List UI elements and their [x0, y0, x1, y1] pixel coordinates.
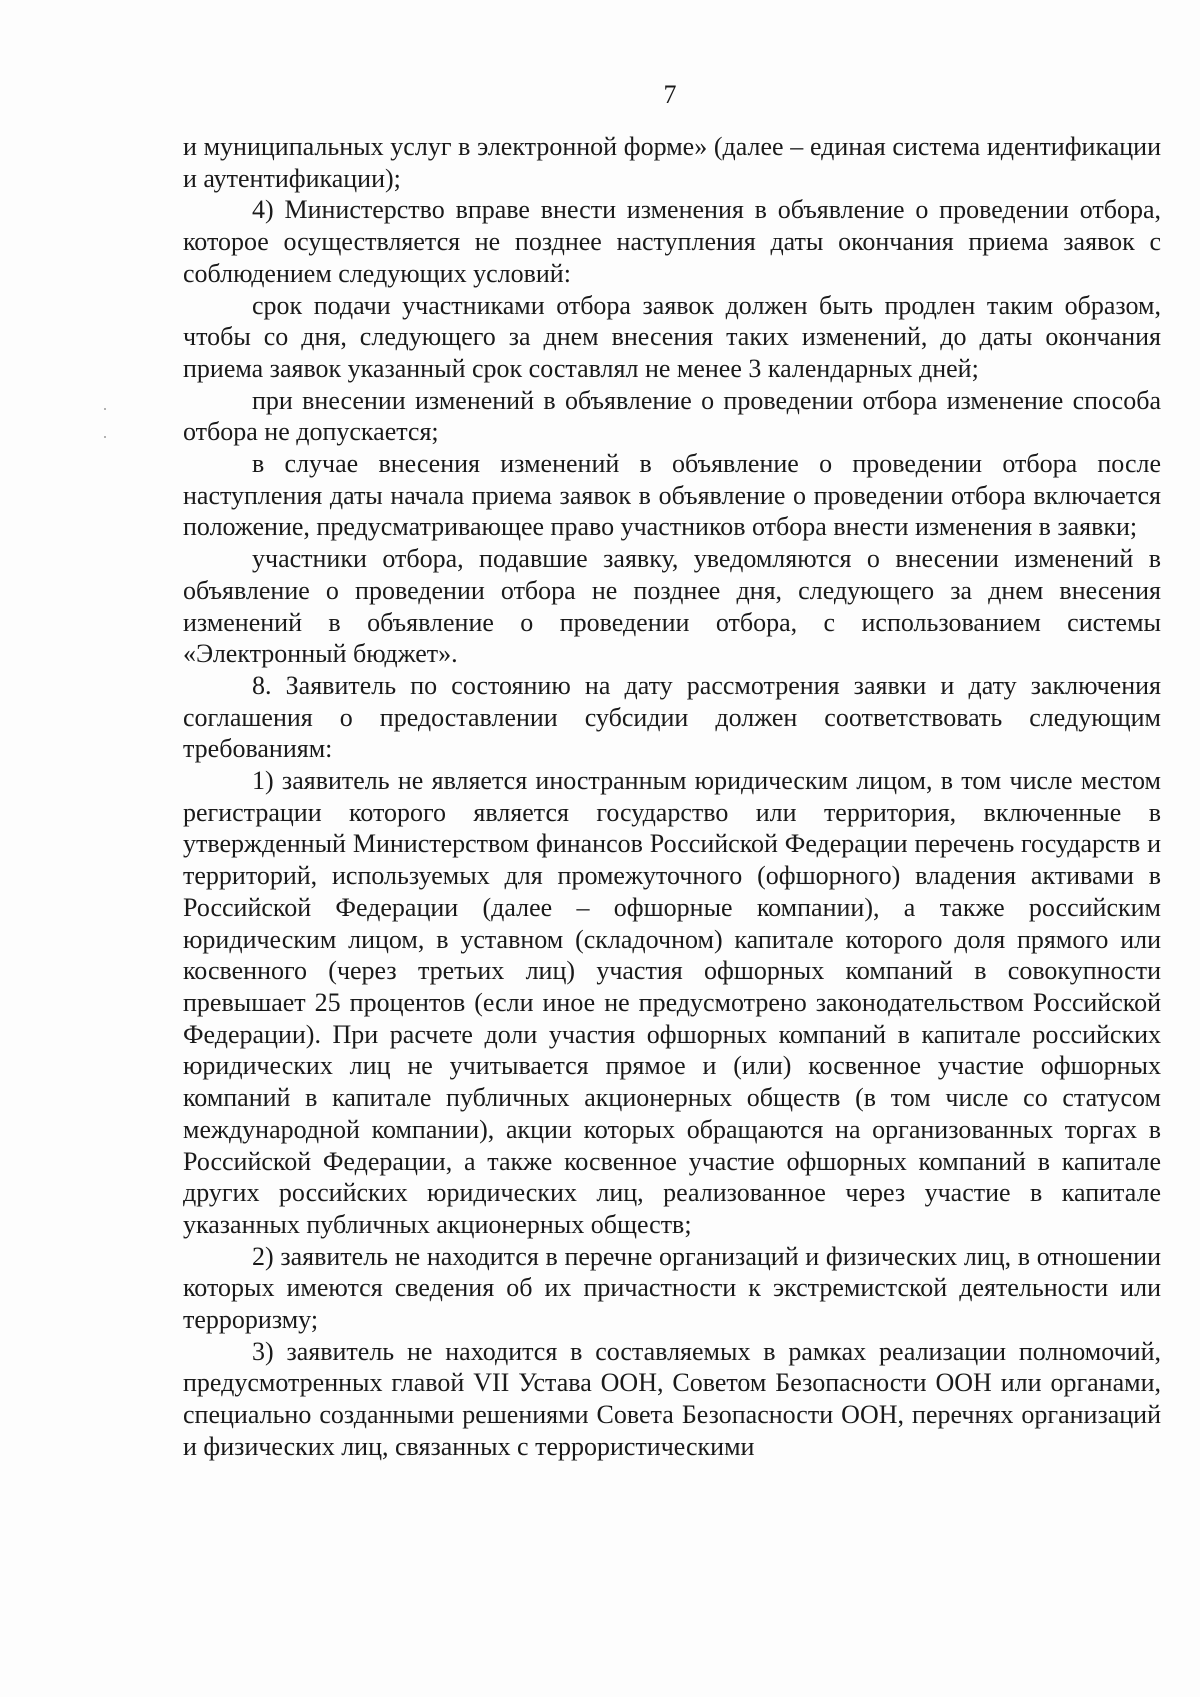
- scan-speck: [104, 436, 106, 438]
- paragraph: срок подачи участниками отбора заявок должен быть продлен таким образом, чтобы со дня, следующего за днем внесения таких изменений, до даты окончания приема заявок указанный срок составлял не менее 3 календарных дней;: [183, 290, 1161, 383]
- paragraph: 4) Министерство вправе внести изменения в объявление о проведении отбора, которое осуществляется не позднее наступления даты окончания приема заявок с соблюдением следующих условий:: [183, 195, 1161, 288]
- paragraph: при внесении изменений в объявление о проведении отбора изменение способа отбора не допускается;: [183, 385, 1161, 447]
- paragraph: в случае внесения изменений в объявление о проведении отбора после наступления даты начала приема заявок в объявление о проведении отбора включается положение, предусматривающее право участников отбора внести изменения в заявки;: [183, 449, 1161, 542]
- paragraph: 8. Заявитель по состоянию на дату рассмотрения заявки и дату заключения соглашения о предоставлении субсидии должен соответствовать следующим требованиям:: [183, 670, 1161, 764]
- paragraph: 3) заявитель не находится в составляемых в рамках реализации полномочий, предусмотренных главой VII Устава ООН, Советом Безопасности ООН или органами, специально созданными решениями Совета Безопасности ООН, перечнях организаций и физических лиц, связанных с террористическими: [183, 1336, 1161, 1461]
- paragraph: и муниципальных услуг в электронной форме» (далее – единая система идентификации и аутентификации);: [183, 132, 1161, 193]
- paragraph: участники отбора, подавшие заявку, уведомляются о внесении изменений в объявление о проведении отбора не позднее дня, следующего за днем внесения изменений в объявление о проведении отбора, с использованием системы «Электронный бюджет».: [183, 544, 1161, 669]
- page-number: 7: [663, 80, 677, 109]
- paragraph: 1) заявитель не является иностранным юридическим лицом, в том числе местом регистрации которого является государство или территория, включенные в утвержденный Министерством финансов Российской Федерации перечень государств и территорий, используемых для промежуточного (офшорного) владения активами в Российской Федерации (далее – офшорные компании), а также российским юридическим лицом, в уставном (складочном) капитале которого доля прямого или косвенного (через третьих лиц) участия офшорных компаний в совокупности превышает 25 процентов (если иное не предусмотрено законодательством Российской Федерации). При расчете доли участия офшорных компаний в капитале российских юридических лиц не учитывается прямое и (или) косвенное участие офшорных компаний в капитале публичных акционерных обществ (в том числе со статусом международной компании), акции которых обращаются на организованных торгах в Российской Федерации, а также косвенное участие офшорных компаний в капитале других российских юридических лиц, реализованное через участие в капитале указанных публичных акционерных обществ;: [183, 766, 1161, 1239]
- document-body: [183, 131, 1161, 1463]
- paragraph: 2) заявитель не находится в перечне организаций и физических лиц, в отношении которых имеются сведения об их причастности к экстремистской деятельности или терроризму;: [183, 1241, 1161, 1335]
- scan-speck: [104, 408, 106, 410]
